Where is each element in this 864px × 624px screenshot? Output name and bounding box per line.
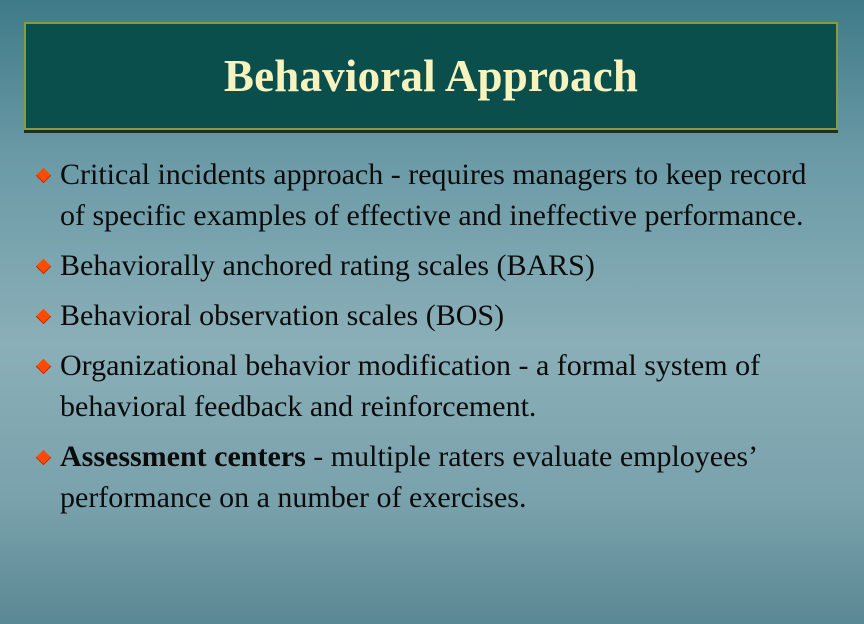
bullet-text: Critical incidents approach - requires managers to keep record of specific examples of effective and ineffective performance. bbox=[60, 158, 807, 232]
bullet-text: Organizational behavior modification - a formal system of behavioral feedback and reinforcement. bbox=[60, 349, 761, 423]
title-box bbox=[24, 22, 838, 130]
bullet-item-critical-incidents bbox=[36, 154, 836, 236]
bullet-text: Behavioral observation scales (BOS) bbox=[60, 299, 505, 332]
diamond-bullet-icon bbox=[36, 309, 52, 325]
bullet-text: - multiple raters evaluate employees’ performance on a number of exercises. bbox=[60, 440, 756, 514]
bullet-item-bars bbox=[36, 245, 836, 286]
bullet-item-obmod bbox=[36, 345, 836, 427]
bullet-item-assessment-centers bbox=[36, 436, 836, 518]
bullet-item-bos bbox=[36, 295, 836, 336]
slide-title: Behavioral Approach bbox=[223, 51, 639, 101]
diamond-bullet-icon bbox=[36, 259, 52, 275]
bullet-list bbox=[36, 154, 836, 527]
diamond-bullet-icon bbox=[36, 359, 52, 375]
diamond-bullet-icon bbox=[36, 168, 52, 184]
diamond-bullet-icon bbox=[36, 450, 52, 466]
bullet-bold-term: Assessment centers bbox=[60, 440, 306, 473]
bullet-text: Behaviorally anchored rating scales (BARS) bbox=[60, 249, 595, 282]
